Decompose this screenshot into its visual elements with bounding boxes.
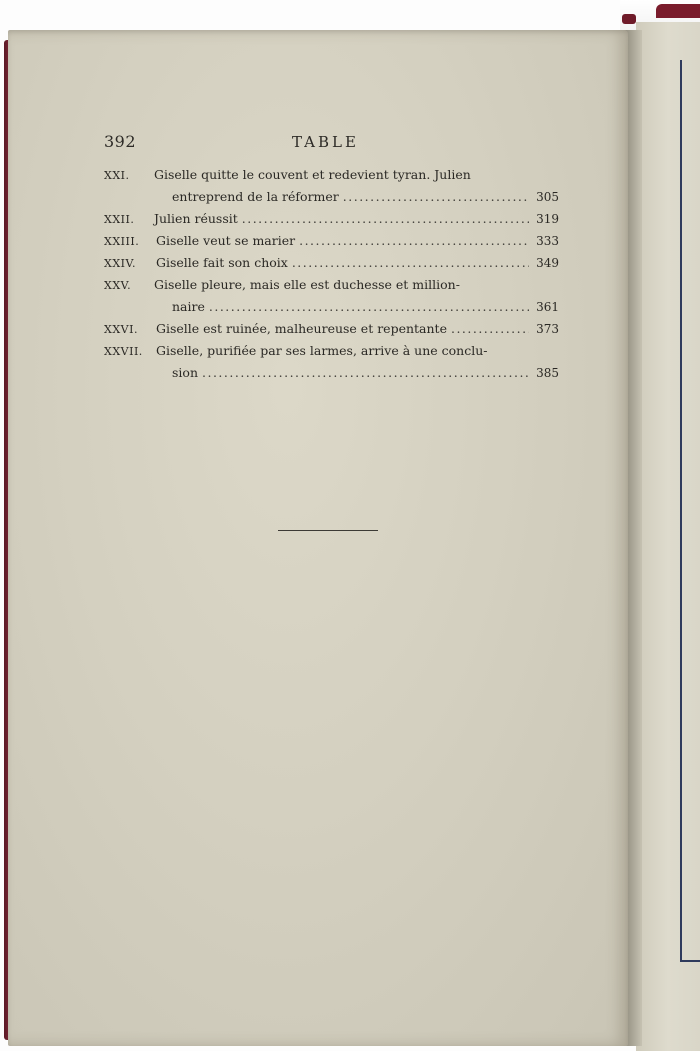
bookmark-ribbon <box>656 4 700 18</box>
page-header <box>104 132 559 156</box>
toc-entry <box>104 208 559 230</box>
chapter-title: Giselle, purifiée par ses larmes, arrive à une conclu- <box>156 343 488 358</box>
chapter-page-number: 333 <box>536 234 559 248</box>
toc-entry <box>104 274 559 318</box>
chapter-page-number: 305 <box>536 190 559 204</box>
chapter-numeral: XXV. <box>104 279 132 292</box>
chapter-title-continued: naire <box>172 299 205 314</box>
toc-entry <box>104 340 559 384</box>
chapter-numeral: XXVII. <box>104 345 143 358</box>
leader-dots <box>343 186 529 208</box>
chapter-numeral: XXIII. <box>104 235 140 248</box>
leader-dots <box>202 362 529 384</box>
leader-dots <box>209 296 529 318</box>
chapter-title: Giselle veut se marier <box>156 233 296 248</box>
leader-dots <box>451 318 529 340</box>
facing-page-frame <box>680 60 700 962</box>
toc-entry <box>104 252 559 274</box>
bookmark-ribbon-tip <box>622 14 636 24</box>
table-of-contents <box>104 164 559 384</box>
chapter-numeral: XXI. <box>104 169 130 182</box>
chapter-title: Julien réussit <box>154 211 238 226</box>
chapter-title-continued: sion <box>172 365 198 380</box>
chapter-title-continued: entreprend de la réformer <box>172 189 339 204</box>
chapter-page-number: 319 <box>536 212 559 226</box>
chapter-numeral: XXIV. <box>104 257 137 270</box>
end-rule <box>278 530 378 531</box>
page-number: 392 <box>104 132 137 151</box>
toc-entry <box>104 164 559 208</box>
chapter-page-number: 349 <box>536 256 559 270</box>
chapter-numeral: XXII. <box>104 213 135 226</box>
toc-entry <box>104 318 559 340</box>
chapter-title: Giselle quitte le couvent et redevient tyran. Julien <box>154 167 471 182</box>
chapter-page-number: 373 <box>536 322 559 336</box>
leader-dots <box>242 208 529 230</box>
toc-entry <box>104 230 559 252</box>
chapter-title: Giselle est ruinée, malheureuse et repentante <box>156 321 447 336</box>
running-title: TABLE <box>292 133 359 151</box>
leader-dots <box>292 252 529 274</box>
chapter-page-number: 385 <box>536 366 559 380</box>
chapter-title: Giselle pleure, mais elle est duchesse et million- <box>154 277 460 292</box>
leader-dots <box>299 230 529 252</box>
chapter-page-number: 361 <box>536 300 559 314</box>
chapter-title: Giselle fait son choix <box>156 255 288 270</box>
chapter-numeral: XXVI. <box>104 323 138 336</box>
